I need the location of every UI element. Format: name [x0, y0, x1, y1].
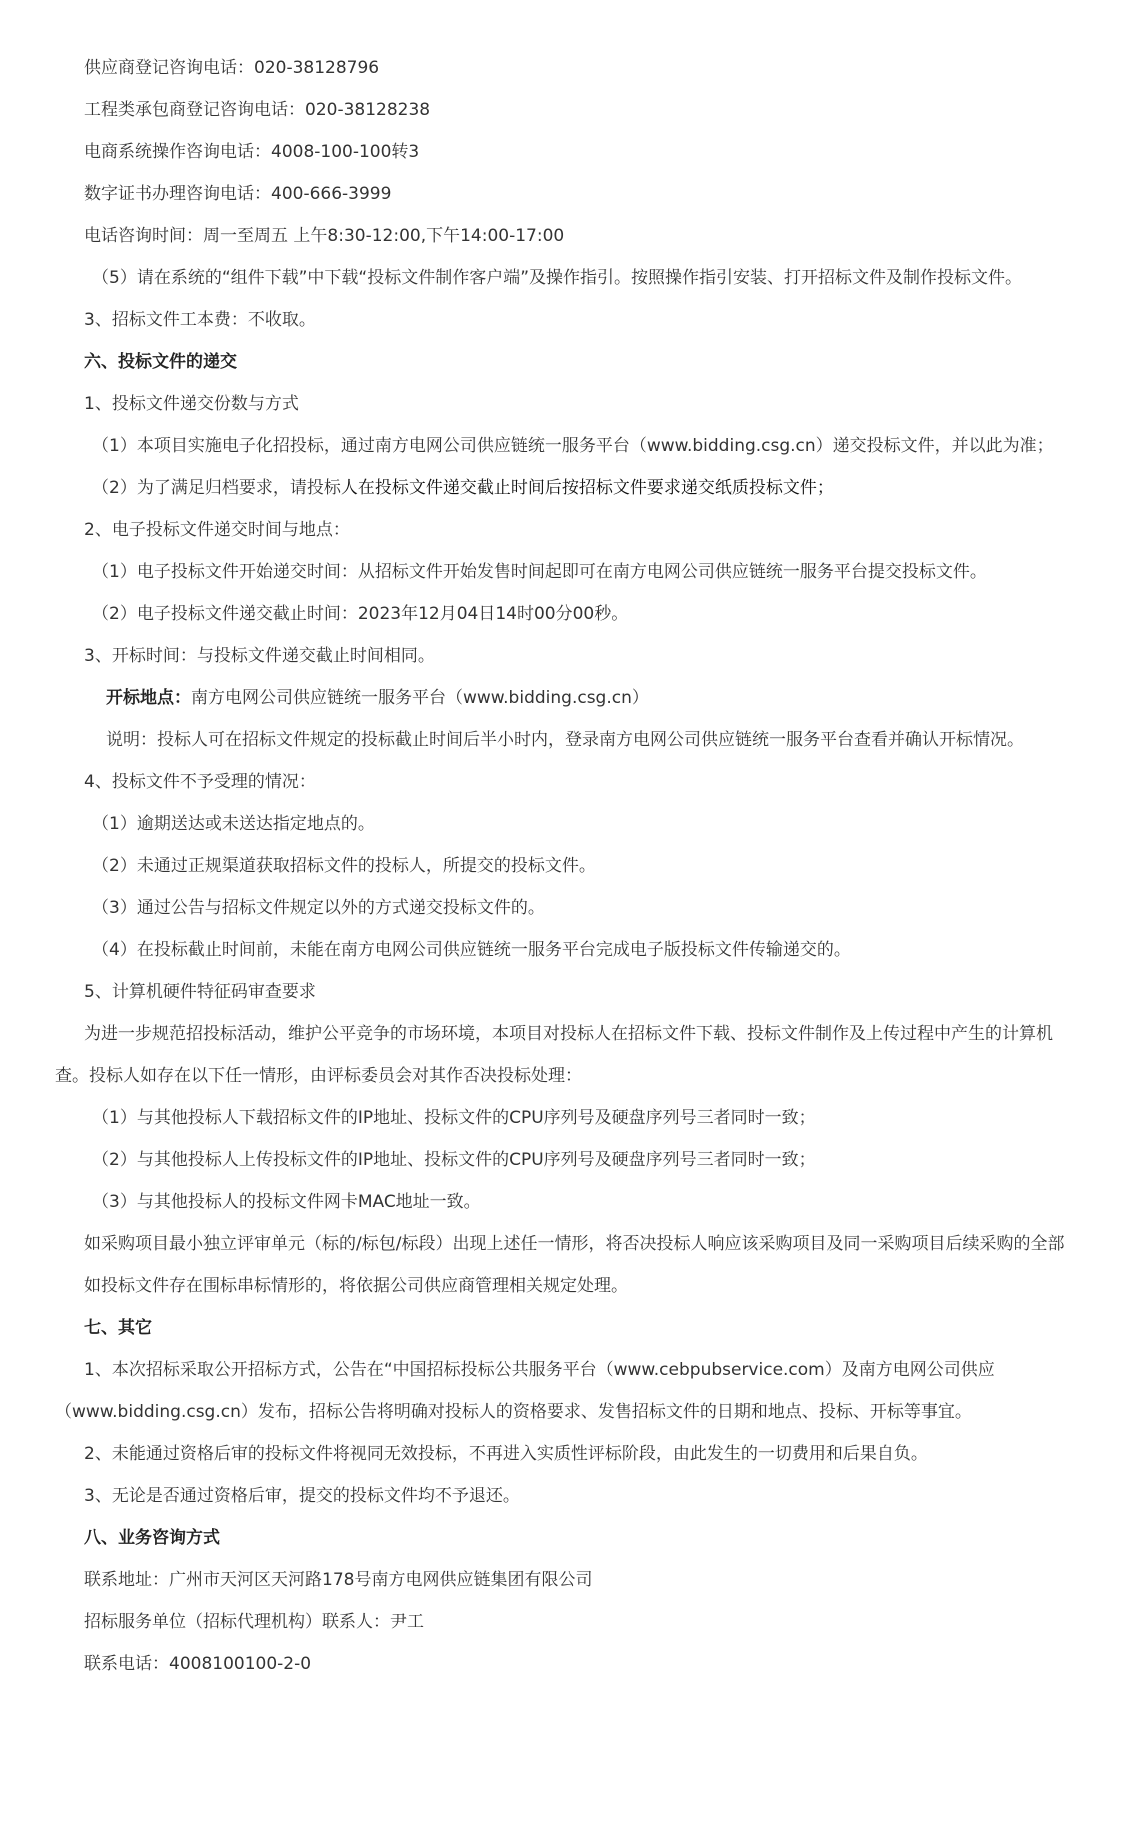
paragraph: 说明：投标人可在招标文件规定的投标截止时间后半小时内，登录南方电网公司供应链统一服务平台查看并确认开标情况。 — [106, 730, 1024, 750]
text-run: （2）为了满足归档要求，请投标 — [92, 478, 341, 498]
section-heading-8: 八、业务咨询方式 — [84, 1528, 220, 1548]
contractor-registration-phone: 工程类承包商登记咨询电话：020-38128238 — [84, 100, 431, 120]
text-run-emphasis: 人在投标文件递交截止时间后按招标文件要求递交纸质投标文件； — [340, 478, 834, 498]
paragraph-continuation: （www.bidding.csg.cn）发布，招标公告将明确对投标人的资格要求、发售招标文件的日期和地点、投标、开标等事宜。 — [55, 1402, 972, 1422]
bid-opening-location-label: 开标地点： — [106, 688, 191, 708]
section-heading-6: 六、投标文件的递交 — [84, 352, 237, 372]
contact-address: 联系地址：广州市天河区天河路178号南方电网供应链集团有限公司 — [84, 1570, 593, 1590]
contact-phone: 联系电话：4008100100-2-0 — [84, 1654, 312, 1674]
bid-opening-location-value: 南方电网公司供应链统一服务平台（www.bidding.csg.cn） — [191, 688, 649, 708]
digital-certificate-phone: 数字证书办理咨询电话：400-666-3999 — [84, 184, 392, 204]
paragraph: （3）通过公告与招标文件规定以外的方式递交投标文件的。 — [92, 898, 545, 918]
paragraph: 1、本次招标采取公开招标方式，公告在“中国招标投标公共服务平台（www.cebpubservice.com）及南方电网公司供应 — [84, 1360, 995, 1380]
paragraph-continuation: 查。投标人如存在以下任一情形，由评标委员会对其作否决投标处理： — [55, 1066, 582, 1086]
paragraph: 2、未能通过资格后审的投标文件将视同无效投标，不再进入实质性评标阶段，由此发生的一切费用和后果自负。 — [84, 1444, 928, 1464]
paragraph: 5、计算机硬件特征码审查要求 — [84, 982, 316, 1002]
section-heading-7: 七、其它 — [84, 1318, 152, 1338]
ecommerce-support-phone: 电商系统操作咨询电话：4008-100-100转3 — [84, 142, 420, 162]
paragraph: （1）与其他投标人下载招标文件的IP地址、投标文件的CPU序列号及硬盘序列号三者同时一致； — [92, 1108, 816, 1128]
paragraph: （1）电子投标文件开始递交时间：从招标文件开始发售时间起即可在南方电网公司供应链统一服务平台提交投标文件。 — [92, 562, 987, 582]
paragraph: 3、无论是否通过资格后审，提交的投标文件均不予退还。 — [84, 1486, 520, 1506]
supplier-registration-phone: 供应商登记咨询电话：020-38128796 — [84, 58, 380, 78]
paragraph: 4、投标文件不予受理的情况： — [84, 772, 316, 792]
paragraph: 3、招标文件工本费：不收取。 — [84, 310, 316, 330]
paragraph: （1）逾期送达或未送达指定地点的。 — [92, 814, 375, 834]
paragraph: （5）请在系统的“组件下载”中下载“投标文件制作客户端”及操作指引。按照操作指引安装、打开招标文件及制作投标文件。 — [92, 268, 1023, 288]
paragraph: （3）与其他投标人的投标文件网卡MAC地址一致。 — [92, 1192, 481, 1212]
paragraph: （1）本项目实施电子化招投标，通过南方电网公司供应链统一服务平台（www.bidding.csg.cn）递交投标文件，并以此为准； — [92, 436, 1054, 456]
paragraph: 如采购项目最小独立评审单元（标的/标包/标段）出现上述任一情形，将否决投标人响应该采购项目及同一采购项目后续采购的全部 — [84, 1234, 1065, 1254]
paragraph: （2）未通过正规渠道获取招标文件的投标人，所提交的投标文件。 — [92, 856, 596, 876]
contact-person: 招标服务单位（招标代理机构）联系人：尹工 — [84, 1612, 424, 1632]
paragraph: （2）电子投标文件递交截止时间：2023年12月04日14时00分00秒。 — [92, 604, 629, 624]
paragraph: （4）在投标截止时间前，未能在南方电网公司供应链统一服务平台完成电子版投标文件传输递交的。 — [92, 940, 851, 960]
paragraph — [92, 476, 834, 500]
paragraph: 2、电子投标文件递交时间与地点： — [84, 520, 350, 540]
paragraph: 1、投标文件递交份数与方式 — [84, 394, 299, 414]
paragraph: 3、开标时间：与投标文件递交截止时间相同。 — [84, 646, 435, 666]
bid-opening-location — [106, 686, 649, 710]
paragraph: 为进一步规范招投标活动，维护公平竞争的市场环境，本项目对投标人在招标文件下载、投标文件制作及上传过程中产生的计算机 — [84, 1024, 1053, 1044]
paragraph: 如投标文件存在围标串标情形的，将依据公司供应商管理相关规定处理。 — [84, 1276, 628, 1296]
consultation-hours: 电话咨询时间：周一至周五 上午8:30-12:00,下午14:00-17:00 — [84, 226, 565, 246]
paragraph: （2）与其他投标人上传投标文件的IP地址、投标文件的CPU序列号及硬盘序列号三者同时一致； — [92, 1150, 816, 1170]
